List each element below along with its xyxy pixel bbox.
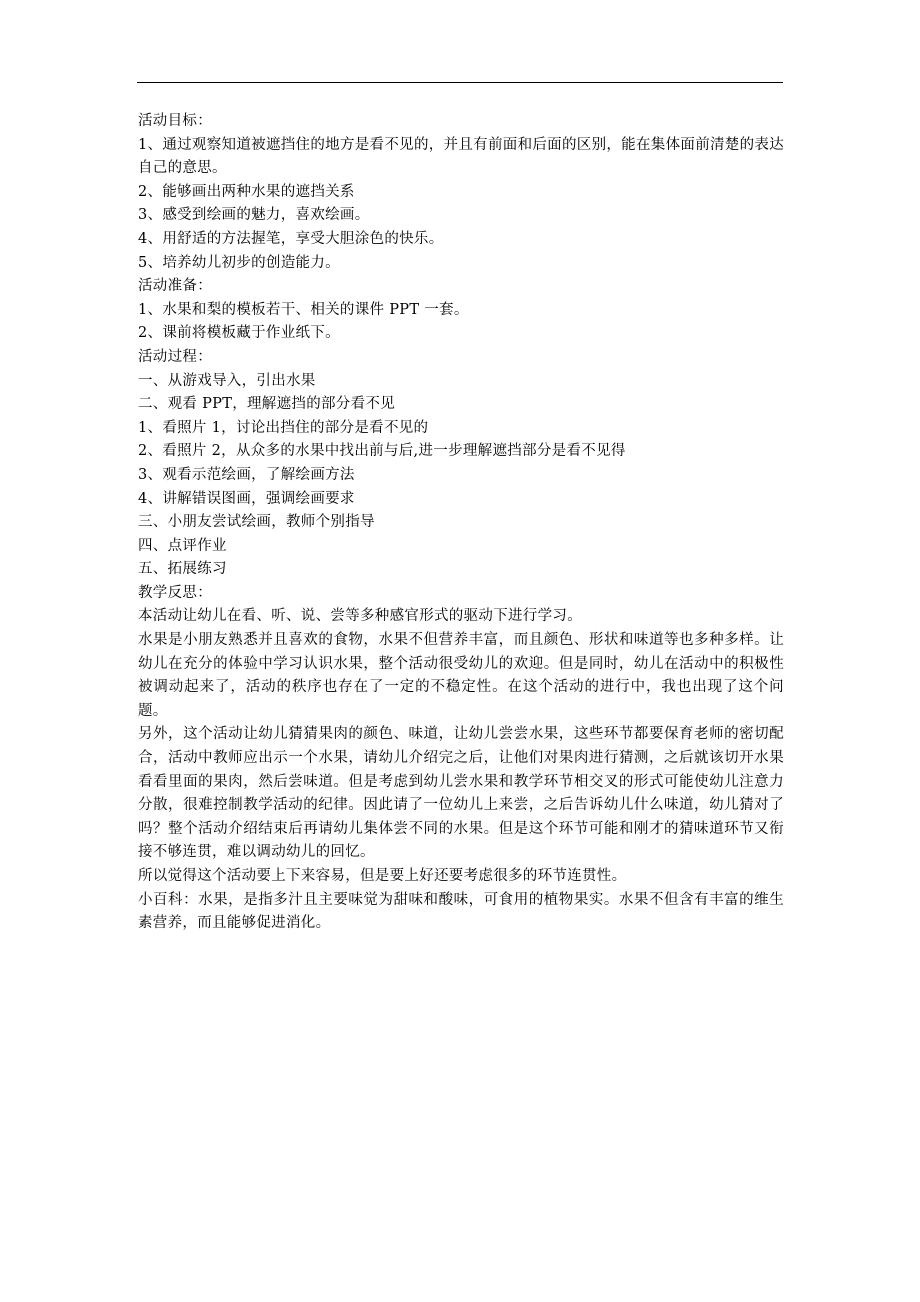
goal-item-2: 2、能够画出两种水果的遮挡关系 — [138, 183, 355, 200]
reflection-paragraph-2: 水果是小朋友熟悉并且喜欢的食物，水果不但营养丰富，而且颜色、形状和味道等也多种多样。让幼儿在充分的体验中学习认识水果，整个活动很受幼儿的欢迎。但是同时，幼儿在活动中的积极性被调动起来了，活动的秩序也存在了一定的不稳定性。在这个活动的进行中，我也出现了这个问题。 — [138, 632, 784, 719]
section-heading-preparation: 活动准备： — [138, 278, 212, 295]
goal-item-1: 1、通过观察知道被遮挡住的地方是看不见的，并且有前面和后面的区别，能在集体面前清楚的表达自己的意思。 — [138, 136, 784, 177]
preparation-item-2: 2、课前将模板藏于作业纸下。 — [138, 325, 340, 342]
reflection-paragraph-3: 另外，这个活动让幼儿猜猜果肉的颜色、味道，让幼儿尝尝水果，这些环节都要保育老师的密切配合，活动中教师应出示一个水果，请幼儿介绍完之后，让他们对果肉进行猜测，之后就该切开水果看看里面的果肉，然后尝味道。但是考虑到幼儿尝水果和教学环节相交叉的形式可能使幼儿注意力分散，很难控制教学活动的纪律。因此请了一位幼儿上来尝，之后告诉幼儿什么味道，幼儿猜对了吗？整个活动介绍结束后再请幼儿集体尝不同的水果。但是这个环节可能和刚才的猜味道环节又衔接不够连贯，难以调动幼儿的回忆。 — [138, 726, 784, 861]
reflection-paragraph-1: 本活动让幼儿在看、听、说、尝等多种感官形式的驱动下进行学习。 — [138, 608, 582, 625]
process-substep-1: 1、看照片 1，讨论出挡住的部分是看不见的 — [138, 419, 429, 436]
process-substep-2: 2、看照片 2，从众多的水果中找出前与后,进一步理解遮挡部分是看不见得 — [138, 443, 626, 460]
encyclopedia-note: 小百科：水果，是指多汁且主要味觉为甜味和酸味，可食用的植物果实。水果不但含有丰富的维生素营养，而且能够促进消化。 — [138, 891, 784, 932]
process-step-2: 二、观看 PPT，理解遮挡的部分看不见 — [138, 396, 395, 413]
goal-item-4: 4、用舒适的方法握笔，享受大胆涂色的快乐。 — [138, 230, 444, 247]
document-body — [138, 110, 784, 936]
reflection-paragraph-4: 所以觉得这个活动要上下来容易，但是要上好还要考虑很多的环节连贯性。 — [138, 868, 627, 884]
process-substep-3: 3、观看示范绘画，了解绘画方法 — [138, 466, 355, 483]
process-step-4: 四、点评作业 — [138, 537, 227, 554]
process-step-3: 三、小朋友尝试绘画，教师个别指导 — [138, 514, 375, 531]
header-rule — [137, 82, 783, 83]
process-step-5: 五、拓展练习 — [138, 561, 227, 578]
section-heading-reflection: 教学反思： — [138, 584, 212, 601]
section-heading-goals: 活动目标： — [138, 113, 212, 129]
process-step-1: 一、从游戏导入，引出水果 — [138, 372, 316, 389]
process-substep-4: 4、讲解错误图画，强调绘画要求 — [138, 490, 355, 507]
goal-item-5: 5、培养幼儿初步的创造能力。 — [138, 254, 340, 271]
section-heading-process: 活动过程： — [138, 348, 212, 365]
goal-item-3: 3、感受到绘画的魅力，喜欢绘画。 — [138, 207, 370, 224]
preparation-item-1: 1、水果和梨的模板若干、相关的课件 PPT 一套。 — [138, 301, 469, 318]
